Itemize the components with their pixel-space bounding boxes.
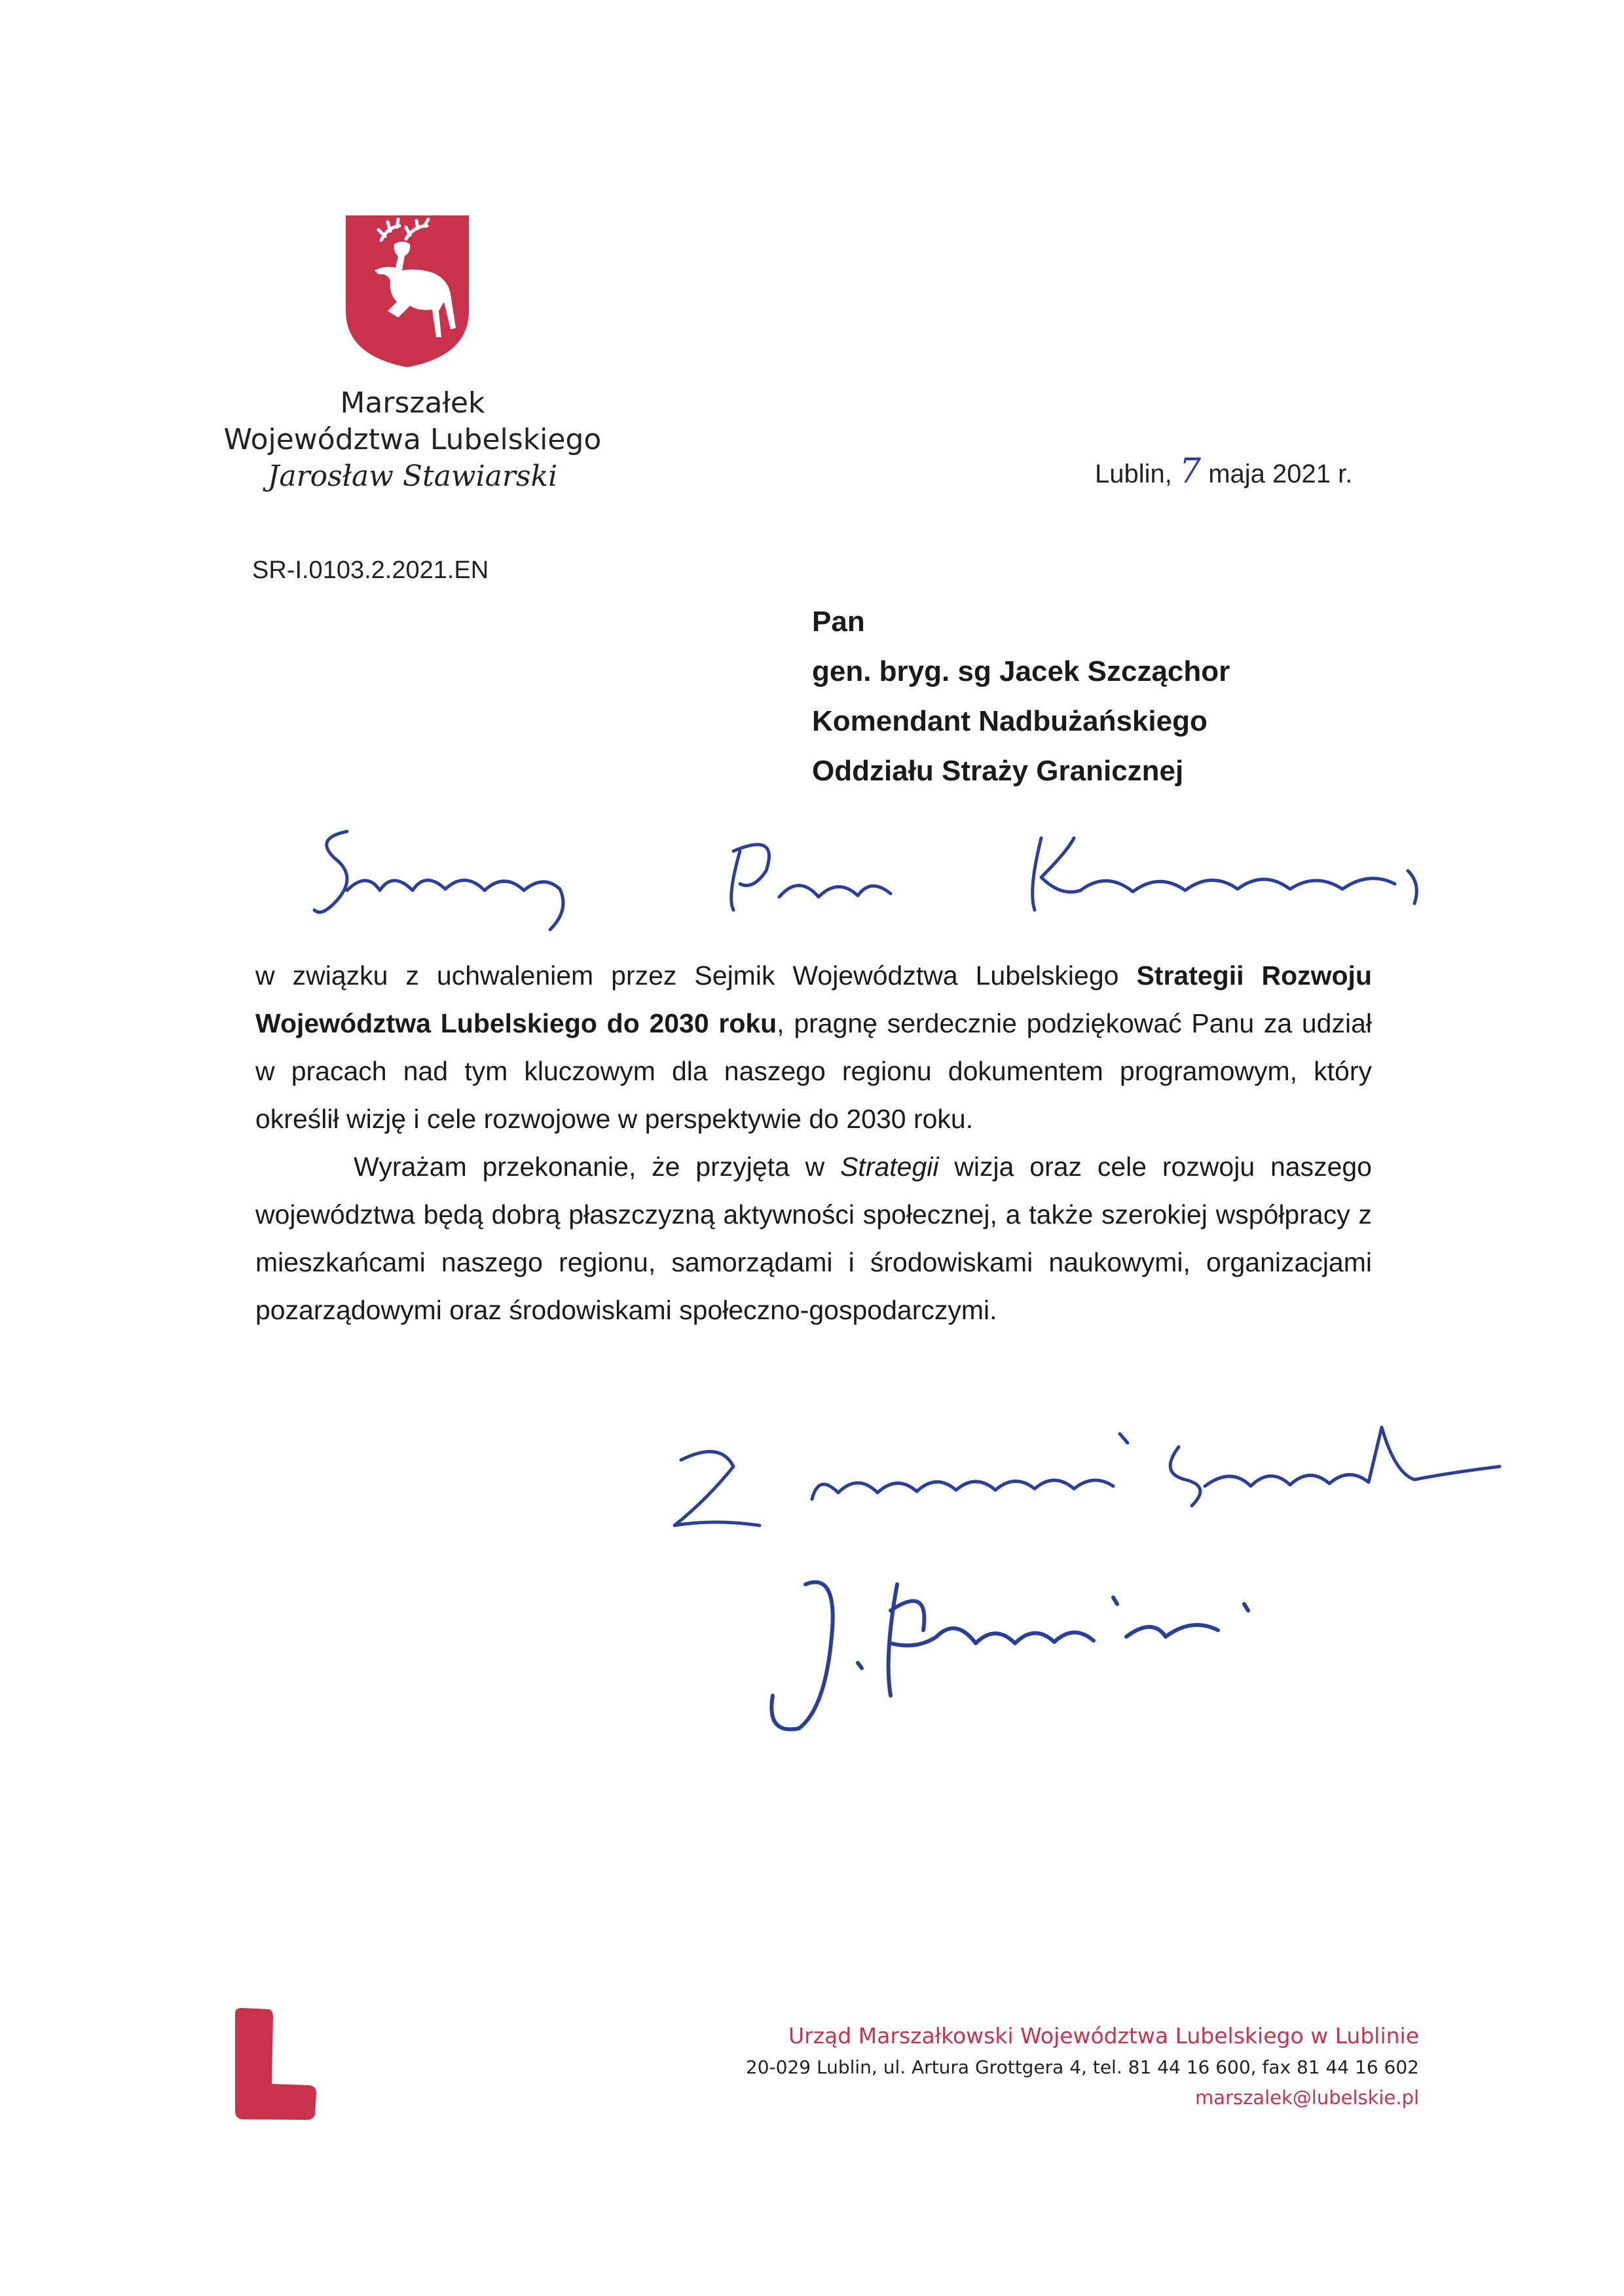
strategy-italic: Strategii	[840, 1152, 939, 1182]
footer-address: 20-029 Lublin, ul. Artura Grottgera 4, tel. 81 44 16 600, fax 81 44 16 602	[745, 2056, 1419, 2078]
paragraph-1	[255, 952, 1372, 1143]
date-day-handwritten: 7	[1179, 452, 1202, 491]
footer-email[interactable]: marszalek@lubelskie.pl	[1195, 2086, 1419, 2109]
p1-text-a: w związku z uchwaleniem przez Sejmik Województwa Lubelskiego	[255, 960, 1137, 991]
p2-text-c: wizja oraz cele rozwoju naszego województwa będą dobrą płaszczyzną aktywności społecznej, a także szerokiej współpracy z mieszkańcami naszego regionu, samorządami i środowiskami naukowymi, organizacjami pozarządowymi oraz środowiskami społeczno-gospodarczymi.	[255, 1152, 1372, 1325]
recipient-salutation: Pan	[812, 606, 865, 638]
sender-name: Jarosław Stawiarski	[267, 460, 558, 493]
sender-office: Województwa Lubelskiego	[223, 423, 602, 456]
footer-organization: Urząd Marszałkowski Województwa Lubelskiego w Lublinie	[788, 2023, 1419, 2049]
footer-block	[746, 2020, 1419, 2113]
strategy-title: Strategii Rozwoju Województwa Lubelskiego do 2030 roku	[255, 960, 1372, 1038]
deer-crest-icon	[342, 213, 473, 370]
letter-body	[255, 952, 1372, 1334]
recipient-block	[812, 597, 1230, 796]
sender-block	[203, 385, 622, 495]
letter-date	[1095, 452, 1352, 491]
recipient-unit: Oddziału Straży Granicznej	[812, 755, 1184, 787]
date-place: Lublin,	[1095, 460, 1172, 488]
p1-text-c: , pragnę serdecznie podziękować Panu za udział w pracach nad tym kluczowym dla naszego regionu dokumentem programowym, który określił wizję i cele rozwojowe w perspektywie do 2030 roku.	[255, 1008, 1372, 1134]
sender-title: Marszałek	[340, 386, 485, 420]
p2-text-a: Wyrażam przekonanie, że przyjęta w	[354, 1152, 841, 1182]
handwritten-signature	[760, 1558, 1270, 1755]
recipient-position: Komendant Nadbużańskiego	[812, 705, 1208, 737]
handwritten-greeting	[308, 812, 1467, 943]
lubelskie-l-logo-icon	[232, 2007, 318, 2121]
date-month-year: maja 2021 r.	[1208, 460, 1353, 488]
handwritten-closing	[661, 1401, 1506, 1552]
paragraph-2	[255, 1143, 1372, 1334]
reference-number: SR-I.0103.2.2021.EN	[252, 556, 489, 584]
recipient-name: gen. bryg. sg Jacek Szcząchor	[812, 655, 1230, 687]
